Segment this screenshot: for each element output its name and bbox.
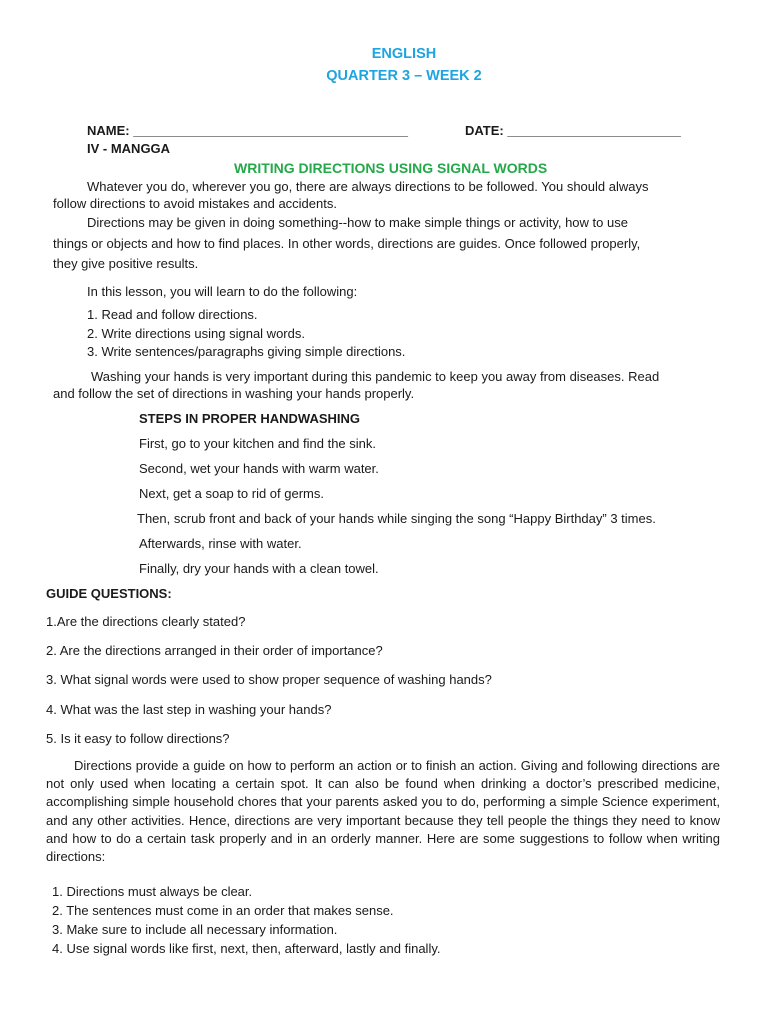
step-item: Finally, dry your hands with a clean towel. [139, 561, 379, 576]
intro-line: follow directions to avoid mistakes and accidents. [53, 196, 337, 211]
guide-question: 2. Are the directions arranged in their order of importance? [46, 643, 383, 658]
section-label: IV - MANGGA [87, 141, 171, 156]
guide-question: 4. What was the last step in washing your hands? [46, 702, 332, 717]
quarter-title: QUARTER 3 – WEEK 2 [326, 68, 482, 84]
intro-line: they give positive results. [53, 256, 199, 271]
tip-item: 1. Directions must always be clear. [52, 884, 253, 899]
closing-paragraph: Directions provide a guide on how to perform an action or to finish an action. Giving and following directions are not only used when locating a certain spot. It can also be found when drinking a doctor’s prescribed medicine, accomplishing simple household chores that your parents asked you to do, performing a simple Science experiment, and any other activities. Hence, directions are very important because they tell people the things they need to know and how to do a certain task properly and in an orderly manner. Here are some suggestions to follow when writing directions: [46, 758, 720, 865]
intro-line: Whatever you do, wherever you go, there are always directions to be followed. You should always [87, 179, 649, 194]
tip-item: 4. Use signal words like first, next, then, afterward, lastly and finally. [52, 941, 441, 956]
guide-heading: GUIDE QUESTIONS: [46, 586, 172, 601]
step-item: Next, get a soap to rid of germs. [139, 486, 324, 501]
guide-question: 3. What signal words were used to show proper sequence of washing hands? [46, 672, 492, 687]
intro-line: Directions may be given in doing something--how to make simple things or activity, how to use [87, 215, 628, 230]
tip-item: 3. Make sure to include all necessary information. [52, 922, 338, 937]
step-item: Then, scrub front and back of your hands while singing the song “Happy Birthday” 3 times. [137, 511, 656, 526]
step-item: Second, wet your hands with warm water. [139, 461, 379, 476]
guide-question: 5. Is it easy to follow directions? [46, 731, 230, 746]
guide-question: 1.Are the directions clearly stated? [46, 614, 246, 629]
name-field-label: NAME: ______________________________________ [87, 123, 408, 138]
step-item: Afterwards, rinse with water. [139, 536, 302, 551]
objective-item: 1. Read and follow directions. [87, 307, 258, 322]
objective-item: 3. Write sentences/paragraphs giving simple directions. [87, 344, 406, 359]
intro-line: things or objects and how to find places. In other words, directions are guides. Once followed properly, [53, 236, 641, 251]
objectives-intro: In this lesson, you will learn to do the following: [87, 284, 358, 299]
steps-heading: STEPS IN PROPER HANDWASHING [139, 411, 361, 426]
step-item: First, go to your kitchen and find the sink. [139, 436, 377, 451]
objective-item: 2. Write directions using signal words. [87, 326, 305, 341]
tip-item: 2. The sentences must come in an order that makes sense. [52, 903, 394, 918]
date-field-label: DATE: ________________________ [465, 123, 681, 138]
handwash-intro-line: and follow the set of directions in washing your hands properly. [53, 386, 415, 401]
handwash-intro-line: Washing your hands is very important during this pandemic to keep you away from diseases. Read [91, 369, 660, 384]
subject-title: ENGLISH [371, 46, 437, 62]
lesson-title: WRITING DIRECTIONS USING SIGNAL WORDS [234, 160, 548, 176]
